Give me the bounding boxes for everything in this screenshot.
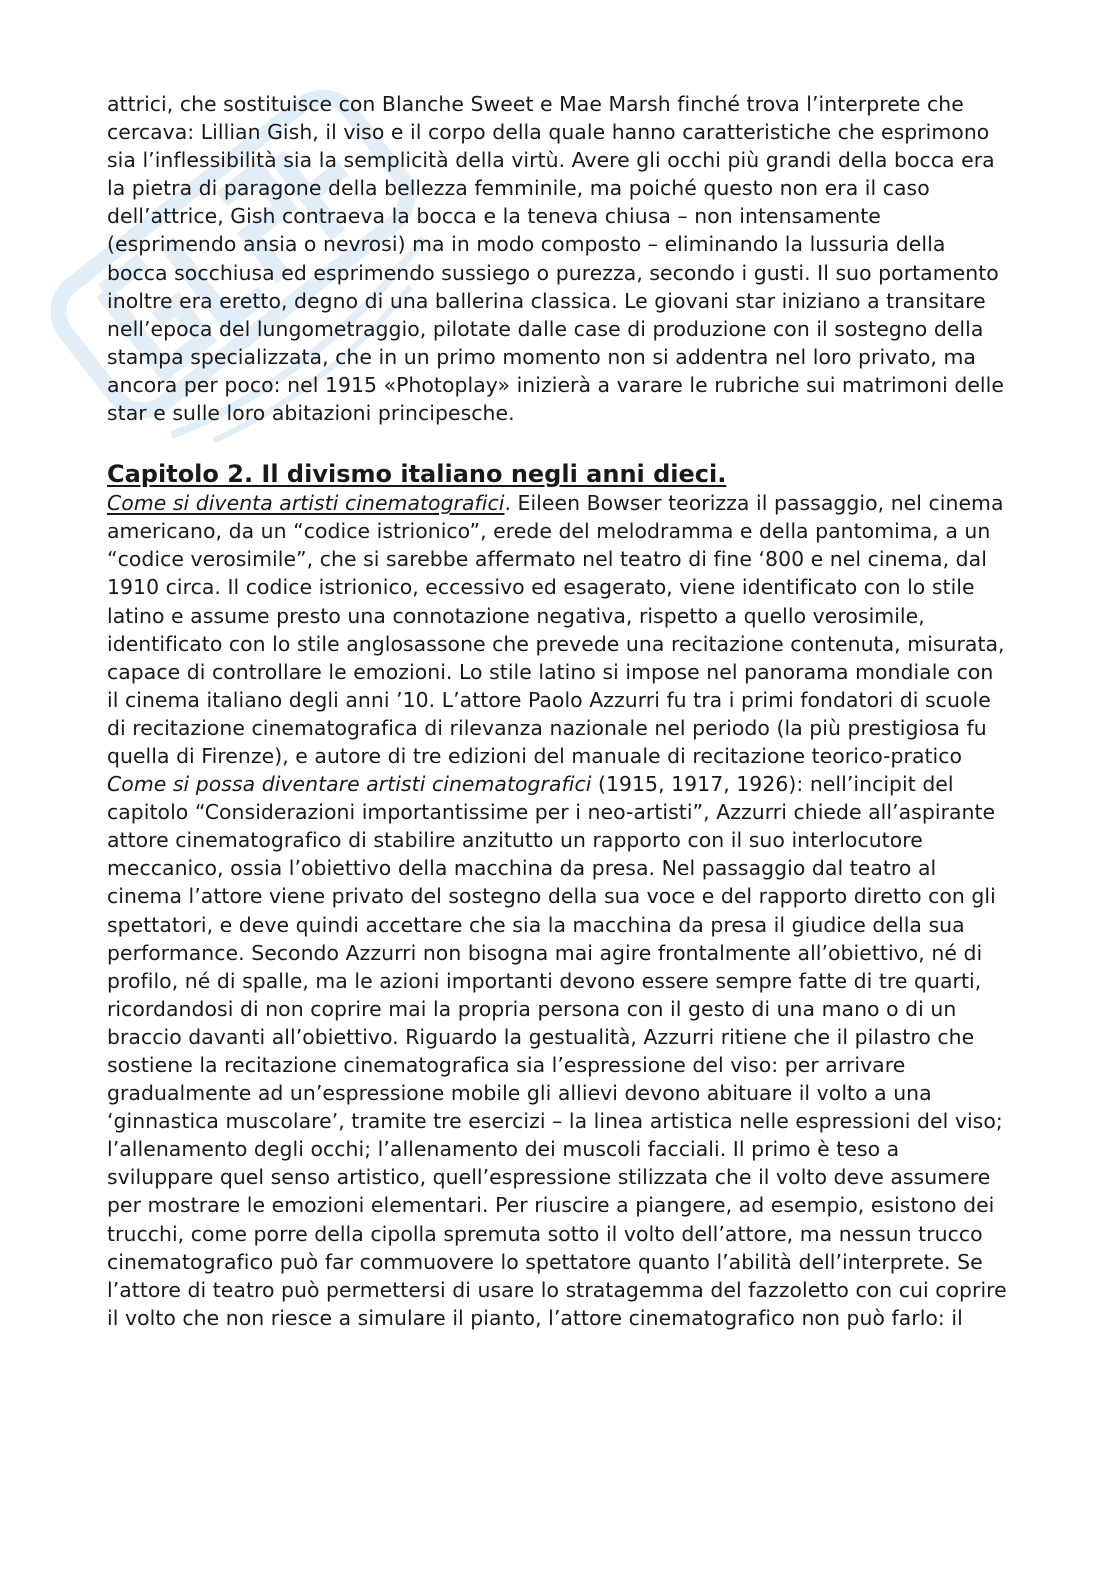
paragraph-intro: attrici, che sostituisce con Blanche Sweet e Mae Marsh finché trova l’interprete che cercava: Lillian Gish, il viso e il corpo della quale hanno caratteristiche che esprimono sia l’inflessibilità sia la semplicità della virtù. Avere gli occhi più grandi della bocca era la pietra di paragone della bellezza femminile, ma poiché questo non era il caso dell’attrice, Gish contraeva la bocca e la teneva chiusa – non intensamente (esprimendo ansia o nevrosi) ma in modo composto – eliminando la lussuria della bocca socchiusa ed esprimendo sussiego o purezza, secondo i gusti. Il suo portamento inoltre era eretto, degno di una ballerina classica. Le giovani star iniziano a transitare nell’epoca del lungometraggio, pilotate dalle case di produzione con il sostegno della stampa specializzata, che in un primo momento non si addentra nel loro privato, ma ancora per poco: nel 1915 «Photoplay» inizierà a varare le rubriche sui matrimoni delle star e sulle loro abitazioni principesche. (107, 92, 1004, 426)
document-page (107, 90, 1007, 1332)
paragraph-chapter-body (107, 489, 1007, 1332)
body-text-part-b: (1915, 1917, 1926): nell’incipit del capitolo “Considerazioni importantissime per i neo-artisti”, Azzurri chiede all’aspirante attore cinematografico di stabilire anzitutto un rapporto con il suo interlocutore meccanico, ossia l’obiettivo della macchina da presa. Nel passaggio dal teatro al cinema l’attore viene privato del sostegno della sua voce e del rapporto diretto con gli spettatori, e deve quindi accettare che sia la macchina da presa il giudice della sua performance. Secondo Azzurri non bisogna mai agire frontalmente all’obiettivo, né di profilo, né di spalle, ma le azioni importanti devono essere sempre fatte di tre quarti, ricordandosi di non coprire mai la propria persona con il gesto di una mano o di un braccio davanti all’obiettivo. Riguardo la gestualità, Azzurri ritiene che il pilastro che sostiene la recitazione cinematografica sia l’espressione del viso: per arrivare gradualmente ad un’espressione mobile gli allievi devono abituare il volto a una ‘ginnastica muscolare’, tramite tre esercizi – la linea artistica nelle espressioni del viso; l’allenamento degli occhi; l’allenamento dei muscoli facciali. Il primo è teso a sviluppare quel senso artistico, quell’espressione stilizzata che il volto deve assumere per mostrare le emozioni elementari. Per riuscire a piangere, ad esempio, esistono dei trucchi, come porre della cipolla spremuta sotto il volto dell’attore, ma nessun trucco cinematografico può far commuovere lo spettatore quanto l’abilità dell’interprete. Se l’attore di teatro può permettersi di usare lo stratagemma del fazzoletto con cui coprire il volto che non riesce a simulare il pianto, l’attore cinematografico non può farlo: il (107, 772, 1007, 1330)
chapter-heading: Capitolo 2. Il divismo italiano negli anni dieci. (107, 460, 727, 489)
section-subheading: Come si diventa artisti cinematografici (107, 491, 505, 516)
book-title: Come si possa diventare artisti cinematografici (107, 772, 592, 797)
body-text-part-a: . Eileen Bowser teorizza il passaggio, nel cinema americano, da un “codice istrionico”, erede del melodramma e della pantomima, a un “codice verosimile”, che si sarebbe affermato nel teatro di fine ‘800 e nel cinema, dal 1910 circa. Il codice istrionico, eccessivo ed esagerato, viene identificato con lo stile latino e assume presto una connotazione negativa, rispetto a quello verosimile, identificato con lo stile anglosassone che prevede una recitazione contenuta, misurata, capace di controllare le emozioni. Lo stile latino si impose nel panorama mondiale con il cinema italiano degli anni ’10. L’attore Paolo Azzurri fu tra i primi fondatori di scuole di recitazione cinematografica di rilevanza nazionale nel periodo (la più prestigiosa fu quella di Firenze), e autore di tre edizioni del manuale di recitazione teorico-pratico (107, 491, 1005, 768)
